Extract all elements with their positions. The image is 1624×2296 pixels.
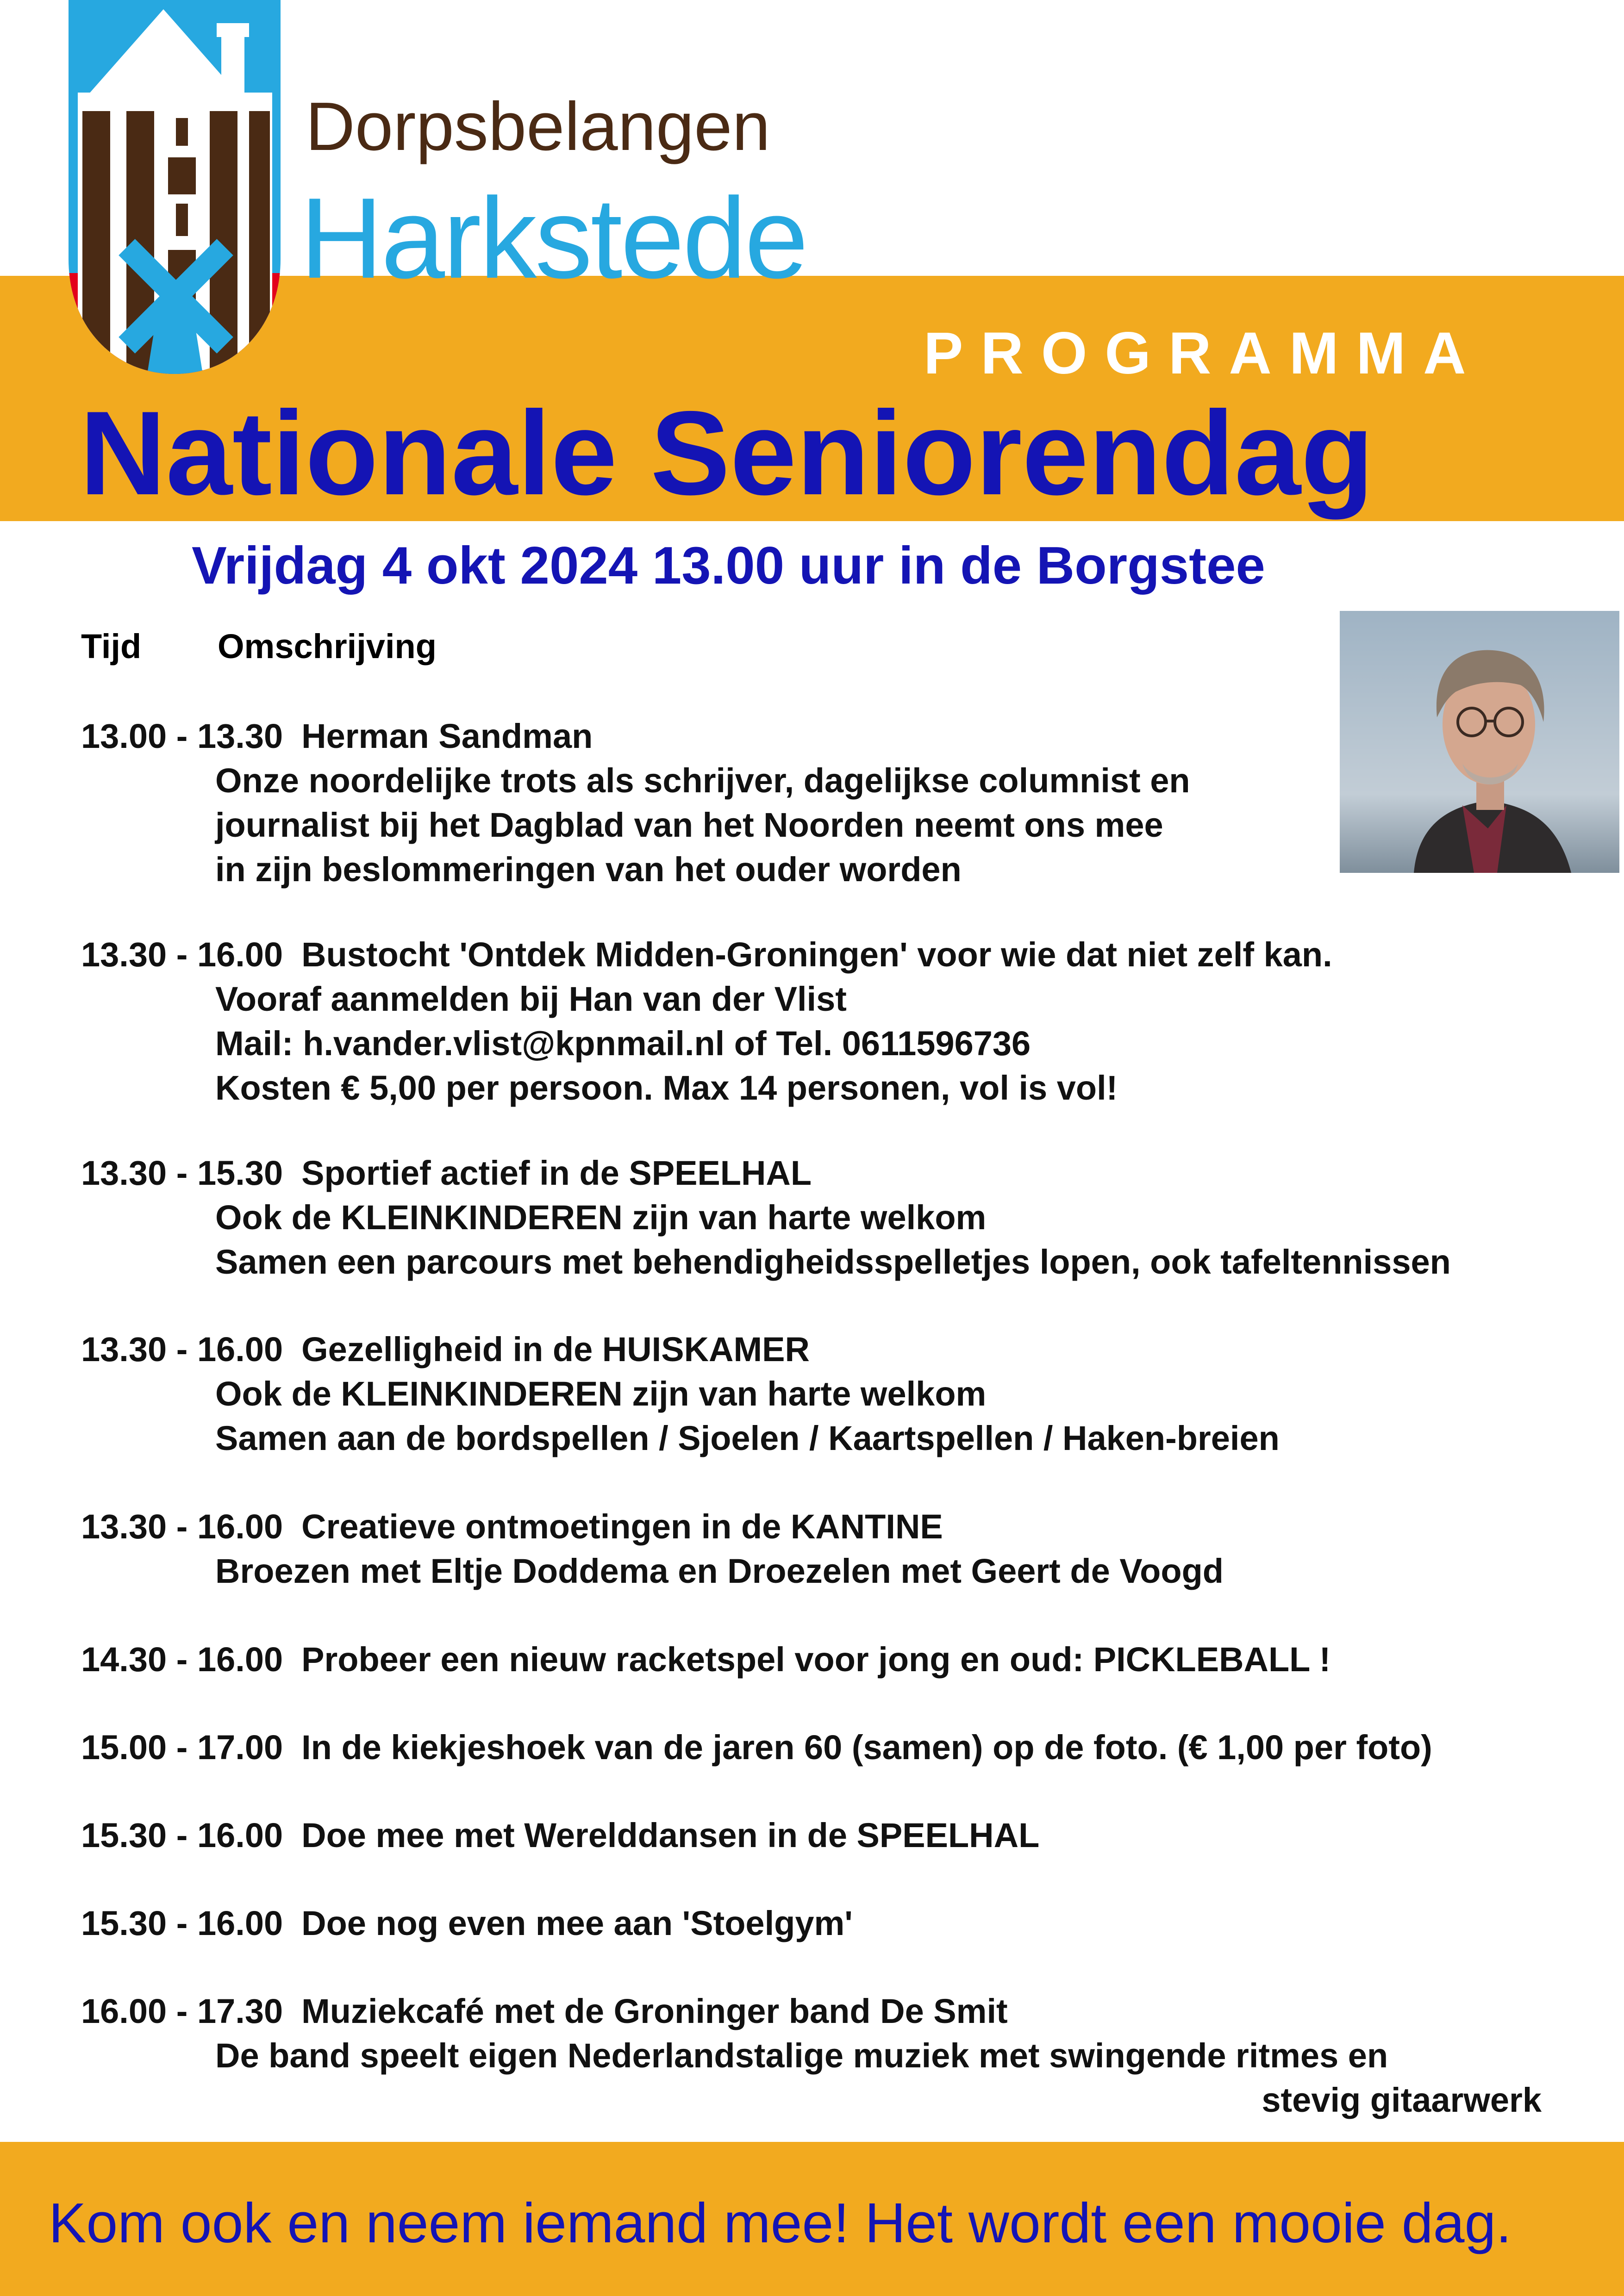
entry-description-line: Samen aan de bordspellen / Sjoelen / Kaartspellen / Haken-breien: [215, 1419, 1280, 1457]
entry-description-line: Ook de KLEINKINDEREN zijn van harte welkom: [215, 1198, 987, 1237]
entry-description-line: Onze noordelijke trots als schrijver, dagelijkse columnist en: [215, 761, 1190, 800]
program-entry-9: [81, 1901, 1553, 1946]
column-header-description: Omschrijving: [218, 627, 437, 666]
program-entry-2: [81, 933, 1553, 1110]
entry-title: Doe mee met Werelddansen in de SPEELHAL: [301, 1816, 1040, 1854]
entry-time: 13.30 - 15.30: [81, 1154, 283, 1192]
entry-time: 15.30 - 16.00: [81, 1904, 283, 1942]
program-entry-10: [81, 1989, 1553, 2122]
footer-invitation: Kom ook en neem iemand mee! Het wordt een mooie dag.: [49, 2191, 1512, 2254]
event-date-location: Vrijdag 4 okt 2024 13.00 uur in de Borgstee: [192, 536, 1265, 595]
entry-description-line: De band speelt eigen Nederlandstalige muziek met swingende ritmes en: [215, 2036, 1388, 2075]
entry-description-line: Kosten € 5,00 per persoon. Max 14 personen, vol is vol!: [215, 1069, 1118, 1107]
entry-description-line: Ook de KLEINKINDEREN zijn van harte welkom: [215, 1375, 987, 1413]
entry-title: Sportief actief in de SPEELHAL: [301, 1154, 812, 1192]
programma-label: PROGRAMMA: [924, 320, 1484, 386]
harkstede-crest-logo: [69, 0, 281, 374]
program-entry-5: [81, 1505, 1553, 1593]
entry-time: 13.30 - 16.00: [81, 1330, 283, 1369]
entry-time: 14.30 - 16.00: [81, 1640, 283, 1679]
entry-title: Gezelligheid in de HUISKAMER: [301, 1330, 810, 1369]
entry-time: 15.00 - 17.00: [81, 1728, 283, 1767]
entry-time: 13.30 - 16.00: [81, 935, 283, 974]
entry-description-line: Samen een parcours met behendigheidsspelletjes lopen, ook tafeltennissen: [215, 1243, 1451, 1281]
column-header-time: Tijd: [81, 627, 142, 666]
entry-description-line: Mail: h.vander.vlist@kpnmail.nl of Tel. 0611596736: [215, 1024, 1031, 1063]
entry-title: Muziekcafé met de Groninger band De Smit: [301, 1992, 1008, 2030]
program-entry-3: [81, 1151, 1553, 1284]
entry-description-line: stevig gitaarwerk: [1262, 2081, 1542, 2119]
program-entry-1: [81, 714, 1553, 892]
entry-description-line: Broezen met Eltje Doddema en Droezelen met Geert de Voogd: [215, 1552, 1224, 1590]
entry-title: In de kiekjeshoek van de jaren 60 (samen) op de foto. (€ 1,00 per foto): [301, 1728, 1432, 1767]
entry-title: Probeer een nieuw racketspel voor jong en oud: PICKLEBALL !: [301, 1640, 1331, 1679]
entry-time: 16.00 - 17.30: [81, 1992, 283, 2030]
program-entry-4: [81, 1327, 1553, 1461]
entry-time: 13.30 - 16.00: [81, 1507, 283, 1546]
entry-title: Creatieve ontmoetingen in de KANTINE: [301, 1507, 943, 1546]
org-name-line1: Dorpsbelangen: [306, 88, 770, 165]
entry-description-line: Vooraf aanmelden bij Han van der Vlist: [215, 980, 847, 1018]
program-entry-8: [81, 1813, 1553, 1858]
entry-title: Bustocht 'Ontdek Midden-Groningen' voor wie dat niet zelf kan.: [301, 935, 1332, 974]
entry-description-line: journalist bij het Dagblad van het Noorden neemt ons mee: [215, 806, 1163, 844]
org-name-line2: Harkstede: [300, 174, 807, 302]
entry-description-line: in zijn beslommeringen van het ouder worden: [215, 850, 962, 889]
program-entry-6: [81, 1637, 1553, 1682]
program-entry-7: [81, 1725, 1553, 1770]
entry-time: 13.00 - 13.30: [81, 717, 283, 755]
event-title: Nationale Seniorendag: [80, 386, 1374, 520]
entry-title: Herman Sandman: [301, 717, 593, 755]
entry-title: Doe nog even mee aan 'Stoelgym': [301, 1904, 853, 1942]
entry-time: 15.30 - 16.00: [81, 1816, 283, 1854]
